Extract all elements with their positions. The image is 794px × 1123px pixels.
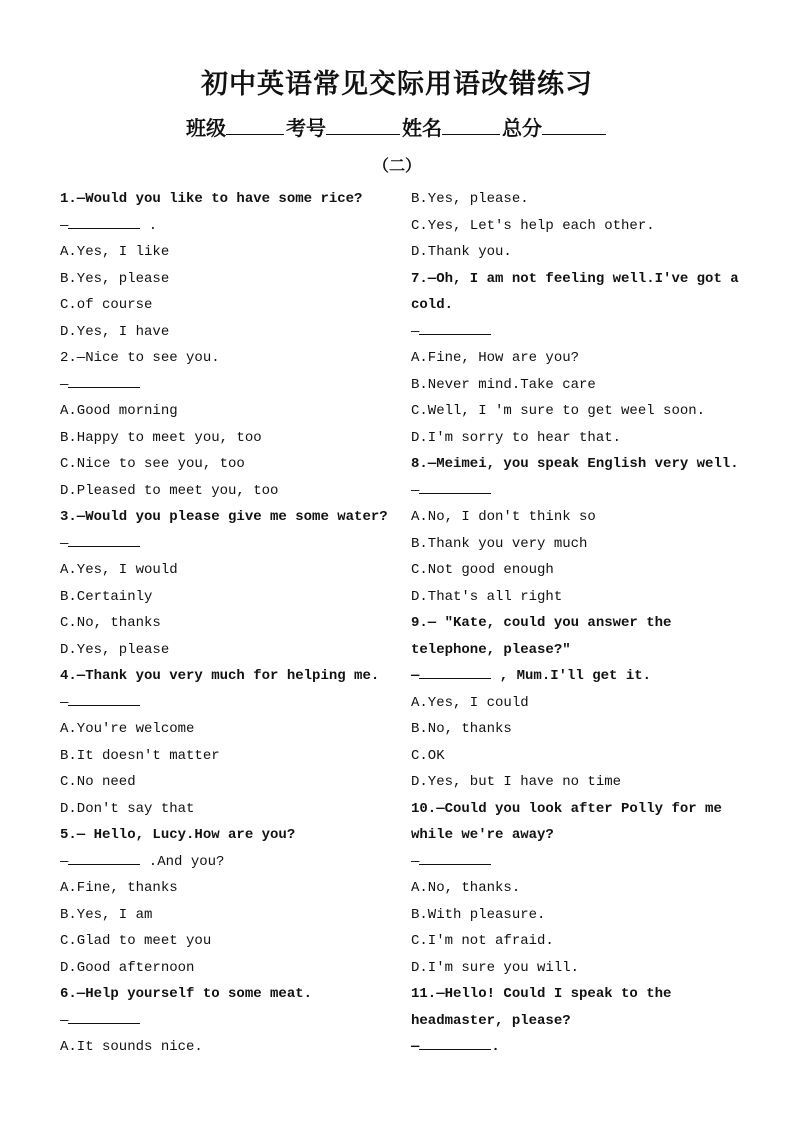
line-text: 10.—Could you look after Polly for me xyxy=(411,800,722,817)
line-text: 11.—Hello! Could I speak to the xyxy=(411,986,672,1002)
score-blank[interactable] xyxy=(542,116,606,135)
line-text: B.Yes, please xyxy=(60,270,170,287)
answer-blank[interactable] xyxy=(68,850,140,865)
line-suffix: .And you? xyxy=(140,853,225,870)
name-blank[interactable] xyxy=(442,116,500,135)
page-title: 初中英语常见交际用语改错练习 xyxy=(201,69,593,100)
option-text xyxy=(60,266,395,293)
line-text: 1.—Would you like to have some rice? xyxy=(60,191,363,207)
line-text: D.Pleased to meet you, too xyxy=(60,482,279,499)
answer-blank[interactable] xyxy=(68,691,140,706)
line-text: C.No, thanks xyxy=(60,615,161,631)
option-text xyxy=(411,557,746,584)
line-text: — xyxy=(60,853,69,870)
line-text: C.No need xyxy=(60,774,136,790)
option-text xyxy=(411,928,746,955)
line-text: B.Certainly xyxy=(60,588,153,605)
line-text: A.Fine, thanks xyxy=(60,880,178,896)
line-text: 9.— "Kate, could you answer the xyxy=(411,615,672,631)
student-info-row xyxy=(0,112,794,141)
answer-line xyxy=(411,1034,746,1061)
option-text xyxy=(60,478,395,505)
line-text: D.I'm sure you will. xyxy=(411,959,580,976)
answer-blank[interactable] xyxy=(419,320,491,335)
answer-line xyxy=(411,319,746,346)
answer-line xyxy=(60,849,395,876)
line-text: B.No, thanks xyxy=(411,721,512,737)
option-text xyxy=(60,584,395,611)
answer-blank[interactable] xyxy=(68,532,140,547)
option-text xyxy=(411,955,746,982)
line-text: headmaster, please? xyxy=(411,1012,571,1029)
line-text: A.Yes, I would xyxy=(60,562,178,578)
line-text: C.OK xyxy=(411,747,445,764)
line-text: — xyxy=(411,323,420,340)
line-text: — xyxy=(411,853,420,870)
line-text: D.Yes, but I have no time xyxy=(411,774,622,790)
line-text: 2.—Nice to see you. xyxy=(60,350,220,366)
option-text xyxy=(411,345,746,372)
option-text xyxy=(60,743,395,770)
option-text xyxy=(60,319,395,346)
line-text: 8.—Meimei, you speak English very well. xyxy=(411,456,739,472)
answer-line xyxy=(60,690,395,717)
option-text xyxy=(411,372,746,399)
score-label: 总分 xyxy=(502,116,542,140)
line-text: D.Yes, I have xyxy=(60,323,170,340)
line-text: — xyxy=(411,482,420,499)
line-text: D.That's all right xyxy=(411,588,563,605)
line-suffix: . xyxy=(140,217,158,234)
option-text xyxy=(60,637,395,664)
option-text xyxy=(60,1034,395,1061)
line-text: B.Never mind.Take care xyxy=(411,376,596,393)
question-text xyxy=(411,981,746,1008)
question-text xyxy=(411,637,746,664)
line-text: C.I'm not afraid. xyxy=(411,933,554,949)
class-label: 班级 xyxy=(186,116,226,140)
option-text xyxy=(411,425,746,452)
option-text xyxy=(411,398,746,425)
exam-no-blank[interactable] xyxy=(326,116,400,135)
answer-blank[interactable] xyxy=(419,664,491,679)
line-suffix: , Mum.I'll get it. xyxy=(491,668,652,684)
answer-blank[interactable] xyxy=(68,1009,140,1024)
option-text xyxy=(411,743,746,770)
answer-line xyxy=(60,372,395,399)
line-suffix: . xyxy=(491,1039,500,1055)
line-text: A.You're welcome xyxy=(60,721,195,737)
question-text xyxy=(411,292,746,319)
question-text xyxy=(411,1008,746,1035)
line-text: D.Don't say that xyxy=(60,800,195,817)
option-text xyxy=(411,239,746,266)
line-text: — xyxy=(411,668,420,684)
line-text: — xyxy=(60,1012,69,1029)
option-text xyxy=(411,584,746,611)
line-text: A.Yes, I could xyxy=(411,694,529,711)
line-text: A.Good morning xyxy=(60,403,178,419)
name-label: 姓名 xyxy=(402,116,442,140)
answer-blank[interactable] xyxy=(68,373,140,388)
option-text xyxy=(60,902,395,929)
answer-line xyxy=(411,478,746,505)
answer-blank[interactable] xyxy=(419,850,491,865)
question-text xyxy=(411,822,746,849)
option-text xyxy=(60,398,395,425)
line-text: A.Fine, How are you? xyxy=(411,350,580,366)
option-text xyxy=(60,345,395,372)
option-text xyxy=(60,955,395,982)
line-text: C.Well, I 'm sure to get weel soon. xyxy=(411,403,706,419)
option-text xyxy=(411,213,746,240)
line-text: B.It doesn't matter xyxy=(60,747,220,764)
line-text: A.It sounds nice. xyxy=(60,1039,203,1055)
answer-line xyxy=(60,531,395,558)
line-text: C.Glad to meet you xyxy=(60,933,212,949)
line-text: cold. xyxy=(411,297,454,313)
question-text xyxy=(60,504,395,531)
line-text: 5.— Hello, Lucy.How are you? xyxy=(60,827,296,843)
line-text: 7.—Oh, I am not feeling well.I've got a xyxy=(411,270,739,287)
option-text xyxy=(411,531,746,558)
exam-no-label: 考号 xyxy=(286,116,326,140)
option-text xyxy=(411,902,746,929)
line-text: C.Not good enough xyxy=(411,562,554,578)
line-text: telephone, please?" xyxy=(411,641,571,658)
question-text xyxy=(60,186,395,213)
option-text xyxy=(60,716,395,743)
option-text xyxy=(60,875,395,902)
answer-blank[interactable] xyxy=(419,1035,491,1050)
option-text xyxy=(60,610,395,637)
answer-line xyxy=(411,663,746,690)
line-text: — xyxy=(60,694,69,711)
line-text: 3.—Would you please give me some water? xyxy=(60,509,388,525)
answer-blank[interactable] xyxy=(68,214,140,229)
line-text: 6.—Help yourself to some meat. xyxy=(60,986,313,1002)
answer-line xyxy=(411,849,746,876)
line-text: B.Thank you very much xyxy=(411,535,588,552)
line-text: C.of course xyxy=(60,297,153,313)
line-text: C.Yes, Let's help each other. xyxy=(411,217,655,234)
line-text: — xyxy=(60,376,69,393)
line-text: B.Happy to meet you, too xyxy=(60,429,262,446)
option-text xyxy=(60,769,395,796)
option-text xyxy=(411,769,746,796)
option-text xyxy=(411,875,746,902)
option-text xyxy=(60,239,395,266)
line-text: C.Nice to see you, too xyxy=(60,456,245,472)
section-heading: （二） xyxy=(372,156,421,175)
right-column xyxy=(411,186,746,1061)
answer-line xyxy=(60,1008,395,1035)
option-text xyxy=(411,504,746,531)
option-text xyxy=(60,557,395,584)
question-text xyxy=(60,981,395,1008)
line-text: — xyxy=(60,535,69,552)
line-text: — xyxy=(411,1039,420,1055)
option-text xyxy=(60,928,395,955)
question-text xyxy=(411,796,746,823)
option-text xyxy=(411,716,746,743)
class-blank[interactable] xyxy=(226,116,284,135)
line-text: while we're away? xyxy=(411,827,554,843)
left-column xyxy=(60,186,395,1061)
line-text: B.Yes, I am xyxy=(60,906,153,923)
option-text xyxy=(411,186,746,213)
option-text xyxy=(60,425,395,452)
question-text xyxy=(411,451,746,478)
question-text xyxy=(60,663,395,690)
option-text xyxy=(60,796,395,823)
line-text: D.Yes, please xyxy=(60,641,170,658)
line-text: D.I'm sorry to hear that. xyxy=(411,429,622,446)
option-text xyxy=(411,690,746,717)
answer-line xyxy=(60,213,395,240)
line-text: 4.—Thank you very much for helping me. xyxy=(60,668,380,684)
line-text: D.Thank you. xyxy=(411,244,512,260)
question-text xyxy=(60,822,395,849)
question-text xyxy=(411,610,746,637)
option-text xyxy=(60,292,395,319)
answer-blank[interactable] xyxy=(419,479,491,494)
line-text: B.With pleasure. xyxy=(411,906,546,923)
line-text: A.No, thanks. xyxy=(411,880,521,896)
line-text: — xyxy=(60,217,69,234)
line-text: A.Yes, I like xyxy=(60,244,170,260)
option-text xyxy=(60,451,395,478)
line-text: A.No, I don't think so xyxy=(411,509,596,525)
line-text: B.Yes, please. xyxy=(411,191,529,207)
line-text: D.Good afternoon xyxy=(60,959,195,976)
question-text xyxy=(411,266,746,293)
